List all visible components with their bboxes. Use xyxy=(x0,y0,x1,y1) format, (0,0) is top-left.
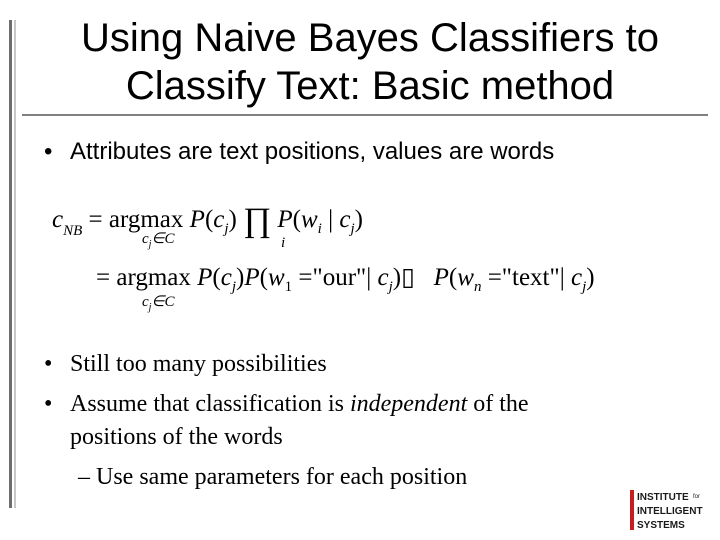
argmax-subscript-2 xyxy=(142,292,175,311)
formula-P3: P xyxy=(197,264,213,291)
formula-j-sub2: j xyxy=(350,221,355,237)
argmax-subscript-1 xyxy=(142,229,175,248)
bullet-independence-pre: Assume that classification is xyxy=(70,391,350,417)
sub-bullet-parameters: – Use same parameters for each position xyxy=(78,464,468,490)
formula-i-sub: i xyxy=(317,221,322,237)
institute-logo xyxy=(630,488,714,532)
bullet-dot-3: • xyxy=(44,391,53,417)
formula-P5: P xyxy=(433,264,449,291)
bullet-attributes xyxy=(44,138,554,166)
bullet-possibilities xyxy=(44,350,327,378)
bullet-attributes-text: Attributes are text positions, values are words xyxy=(70,138,555,165)
bullet-independence xyxy=(44,390,529,451)
formula-c: c xyxy=(52,206,64,233)
formula-nb-subscript: NB xyxy=(63,223,83,239)
product-symbol: ∏ xyxy=(243,202,272,239)
left-border-dark xyxy=(9,20,12,508)
bullet-dot: • xyxy=(44,138,53,165)
formula-wn: w xyxy=(457,264,474,291)
formula-missing-glyph: ▯ xyxy=(401,264,415,291)
logo-line-3: SYSTEMS xyxy=(637,520,685,531)
formula-cj2: c xyxy=(339,206,351,233)
argmax-sub-j2: j xyxy=(148,302,152,313)
formula-j-sub: j xyxy=(224,221,229,237)
title-divider xyxy=(22,114,708,116)
formula-word-text: "text" xyxy=(501,264,560,291)
formula-j-sub4: j xyxy=(388,279,393,295)
argmax-sub-in-C2: ∈C xyxy=(151,294,175,310)
title-line-2: Classify Text: Basic method xyxy=(125,64,615,108)
formula-P2: P xyxy=(277,206,293,233)
left-border-light xyxy=(14,20,16,508)
formula-P: P xyxy=(189,206,205,233)
formula-n-sub: n xyxy=(473,279,482,295)
argmax-sub-in-C: ∈C xyxy=(151,231,175,247)
formula-cj4: c xyxy=(377,264,389,291)
formula-cj: c xyxy=(213,206,225,233)
formula-j-sub5: j xyxy=(582,279,587,295)
argmax-sub-j: j xyxy=(148,239,152,250)
bullet-independence-post: of the xyxy=(467,391,529,417)
formula-argmax-1: = argmax xyxy=(88,206,184,233)
formula-w1: w xyxy=(267,264,285,291)
argmax-sub-c: c xyxy=(142,231,149,247)
formula-word-our: "our" xyxy=(312,264,367,291)
argmax-sub-c2: c xyxy=(142,294,149,310)
slide-title xyxy=(30,14,710,110)
logo-line-2: INTELLIGENT xyxy=(637,506,703,517)
bullet-independence-em: independent xyxy=(349,391,468,417)
formula-P4: P xyxy=(244,264,260,291)
bullet-dot-2: • xyxy=(44,351,53,377)
formula-argmax-2: = argmax xyxy=(96,264,191,291)
logo-accent-bar xyxy=(630,490,634,530)
logo-line-1-small: for xyxy=(693,494,701,500)
product-subscript: i xyxy=(281,235,286,251)
formula-line-1: $c_{NB} = argmax$ $P(c_j)$ ∏ $P(w_i$ | $c_j$) xyxy=(52,202,363,239)
logo-line-1: INSTITUTE xyxy=(637,492,689,503)
formula-cj3: c xyxy=(220,264,232,291)
formula-1-sub: 1 xyxy=(284,279,293,295)
formula-cj5: c xyxy=(570,264,583,291)
formula-line-2: = argmax $P(c_j)P(w_1$ ="our"| $c_j)▯$ $P(w_n$ ="text"| $c_j$) xyxy=(96,264,595,295)
bullet-possibilities-text: Still too many possibilities xyxy=(70,351,327,377)
bullet-independence-line-2: positions of the words xyxy=(70,424,283,450)
formula-wi: w xyxy=(300,206,318,233)
title-line-1: Using Naive Bayes Classifiers to xyxy=(81,16,659,60)
formula-j-sub3: j xyxy=(231,279,237,295)
